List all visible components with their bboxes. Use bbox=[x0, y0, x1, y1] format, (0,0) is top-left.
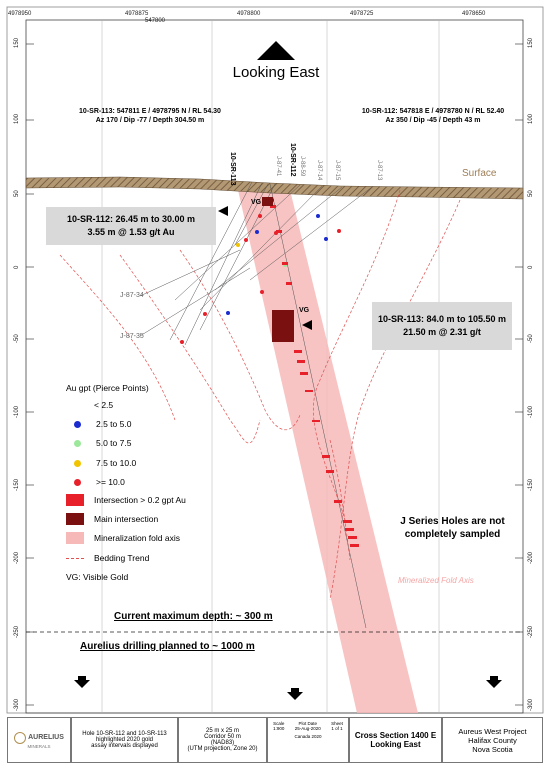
grid-line1: 25 m x 25 m bbox=[205, 728, 239, 734]
elevation-label: -50 bbox=[528, 334, 534, 343]
main-intersection-swatch-icon bbox=[66, 513, 84, 525]
logo-name: AURELIUS bbox=[28, 734, 64, 741]
hole-header-right bbox=[333, 107, 533, 125]
legend-row-red bbox=[66, 477, 125, 487]
elevation-label: -200 bbox=[14, 551, 20, 564]
sheet-cell bbox=[331, 721, 343, 731]
elevation-label: -100 bbox=[528, 405, 534, 418]
elevation-label: -150 bbox=[14, 478, 20, 491]
desc-line1: Hole 10-SR-112 and 10-SR-113 bbox=[82, 731, 167, 737]
title-block-section bbox=[349, 717, 442, 763]
elevation-label: 0 bbox=[14, 265, 20, 269]
hole-header-left bbox=[50, 107, 250, 125]
collar-label-j8741: J-87-41 bbox=[275, 156, 281, 177]
legend-row-intersection bbox=[66, 494, 186, 506]
view-title: Looking East bbox=[232, 64, 320, 81]
hole-header-right-line1: 10-SR-112: 547818 E / 4978780 N / RL 52.40 bbox=[361, 108, 505, 115]
fold-axis-label: Mineralized Fold Axis bbox=[398, 576, 474, 585]
main-intersection-sr112 bbox=[262, 197, 273, 206]
elevation-label: -300 bbox=[14, 698, 20, 711]
yellow-dot-icon bbox=[74, 460, 81, 467]
collar-label-j8713: J-87-13 bbox=[376, 160, 382, 181]
elevation-label: -200 bbox=[528, 551, 534, 564]
legend-row-vg bbox=[66, 572, 128, 582]
grid-line2: Corridor 50 m bbox=[204, 734, 241, 740]
elevation-label: 150 bbox=[528, 37, 534, 48]
callout-sr113-line2: 21.50 m @ 2.31 g/t bbox=[403, 327, 481, 337]
desc-line3: assay intervals displayed bbox=[91, 743, 158, 749]
callout-sr113 bbox=[372, 302, 512, 350]
scale-cell bbox=[273, 721, 284, 731]
collar-label-sr112: 10-SR-112 bbox=[289, 143, 296, 177]
legend-label-intersection: Intersection > 0.2 gpt Au bbox=[94, 495, 186, 505]
blue-dot-icon bbox=[74, 421, 81, 428]
elevation-label: 150 bbox=[14, 37, 20, 48]
sheet-label: Sheet bbox=[331, 721, 343, 726]
hole-header-right-line2: Az 350 / Dip -45 / Depth 43 m bbox=[385, 117, 481, 124]
legend-label-yellow: 7.5 to 10.0 bbox=[96, 458, 137, 468]
elevation-label: -100 bbox=[14, 405, 20, 418]
callout-sr112-line1: 10-SR-112: 26.45 m to 30.00 m bbox=[66, 214, 196, 224]
surface-label: Surface bbox=[462, 168, 497, 179]
easting-label: 4978950 bbox=[8, 11, 32, 17]
red-dot-icon bbox=[74, 479, 81, 486]
legend-row-yellow bbox=[66, 458, 136, 468]
collar-label-j8859: J-88-59 bbox=[299, 156, 305, 177]
callout-sr112 bbox=[46, 207, 216, 245]
elevation-label: 100 bbox=[14, 113, 20, 124]
grid-line4: (UTM projection, Zone 20) bbox=[187, 746, 258, 752]
easting-label: 4978800 bbox=[237, 11, 261, 17]
title-block-logo bbox=[7, 717, 71, 763]
hole-header-left-line2: Az 170 / Dip -77 / Depth 304.50 m bbox=[95, 117, 205, 124]
plot-date-value: 25-Aug-2020 bbox=[294, 726, 321, 731]
section-title-line1: Cross Section 1400 E bbox=[354, 731, 437, 740]
j-series-note-line1: J Series Holes are not bbox=[400, 516, 505, 527]
plot-date-cell bbox=[295, 721, 321, 731]
elevation-label: 50 bbox=[14, 190, 20, 197]
legend-row-main bbox=[66, 513, 158, 525]
elevation-label: -250 bbox=[528, 625, 534, 638]
title-block-meta bbox=[267, 717, 349, 763]
legend-label-fold: Mineralization fold axis bbox=[94, 533, 180, 543]
aurelius-logo-icon bbox=[14, 732, 26, 744]
company-small: Canada 2020 bbox=[294, 734, 322, 739]
collar-label-sr113: 10-SR-113 bbox=[229, 152, 236, 186]
elevation-label: -250 bbox=[14, 625, 20, 638]
desc-line2: highlighted 2020 gold bbox=[95, 737, 154, 743]
legend-row-blue bbox=[66, 419, 131, 429]
grid-line3: (NAD83) bbox=[210, 740, 235, 746]
title-block-description bbox=[71, 717, 178, 763]
legend-label-main: Main intersection bbox=[94, 514, 159, 524]
hole-header-left-line1: 10-SR-113: 547811 E / 4978795 N / RL 54.30 bbox=[79, 108, 221, 115]
project-line2: Halifax County bbox=[468, 735, 517, 745]
current-depth-label: Current maximum depth: ~ 300 m bbox=[114, 611, 273, 622]
hole-label-j8735: J-87-35 bbox=[120, 333, 144, 340]
collar-label-j8715: J-87-15 bbox=[334, 160, 340, 181]
main-intersection-sr113 bbox=[272, 310, 294, 342]
legend-label-vg: VG: Visible Gold bbox=[66, 572, 129, 582]
elevation-label: 100 bbox=[528, 113, 534, 124]
scale-label: Scale bbox=[273, 721, 285, 726]
project-line3: Nova Scotia bbox=[472, 744, 513, 754]
easting-label: 547800 bbox=[145, 18, 166, 24]
sheet-value: 1 of 1 bbox=[331, 726, 343, 731]
j-series-note-line2: completely sampled bbox=[404, 529, 501, 540]
legend-label-blue: 2.5 to 5.0 bbox=[96, 419, 132, 429]
legend-row-lt bbox=[66, 400, 113, 410]
easting-label: 4978650 bbox=[462, 11, 486, 17]
legend-row-fold bbox=[66, 532, 180, 544]
easting-label: 4978725 bbox=[350, 11, 374, 17]
legend-row-green bbox=[66, 438, 131, 448]
bedding-trend-line-icon bbox=[66, 558, 84, 559]
elevation-label: 0 bbox=[528, 265, 534, 269]
legend-label-lt: < 2.5 bbox=[94, 400, 114, 410]
legend-title: Au gpt (Pierce Points) bbox=[66, 383, 149, 393]
elevation-label: 50 bbox=[528, 190, 534, 197]
hole-label-j8734: J-87-34 bbox=[120, 292, 144, 299]
planned-depth-label: Aurelius drilling planned to ~ 1000 m bbox=[80, 641, 255, 652]
logo-sub: MINERALS bbox=[27, 743, 51, 749]
elevation-label: -150 bbox=[528, 478, 534, 491]
project-line1: Aureus West Project bbox=[458, 726, 527, 736]
elevation-label: -300 bbox=[528, 698, 534, 711]
elevation-label: -50 bbox=[14, 334, 20, 343]
legend-row-bedding bbox=[66, 553, 149, 563]
section-title-line2: Looking East bbox=[370, 740, 421, 749]
green-dot-icon bbox=[74, 440, 81, 447]
scale-value: 1:900 bbox=[273, 726, 285, 731]
title-block-grid bbox=[178, 717, 267, 763]
vg-label-sr113: VG bbox=[299, 307, 310, 314]
collar-label-j8714: J-87-14 bbox=[316, 160, 322, 181]
legend-label-red: >= 10.0 bbox=[96, 477, 125, 487]
callout-sr113-line1: 10-SR-113: 84.0 m to 105.50 m bbox=[377, 314, 507, 324]
easting-label: 4978875 bbox=[125, 11, 149, 17]
intersection-swatch-icon bbox=[66, 494, 84, 506]
title-block-project bbox=[442, 717, 543, 763]
vg-label-sr112: VG bbox=[251, 199, 262, 206]
j-series-note bbox=[385, 515, 520, 541]
plot-date-label: Plot Date bbox=[298, 721, 317, 726]
callout-sr112-line2: 3.55 m @ 1.53 g/t Au bbox=[87, 227, 175, 237]
legend-label-bedding: Bedding Trend bbox=[94, 553, 150, 563]
fold-axis-swatch-icon bbox=[66, 532, 84, 544]
legend-label-green: 5.0 to 7.5 bbox=[96, 438, 132, 448]
